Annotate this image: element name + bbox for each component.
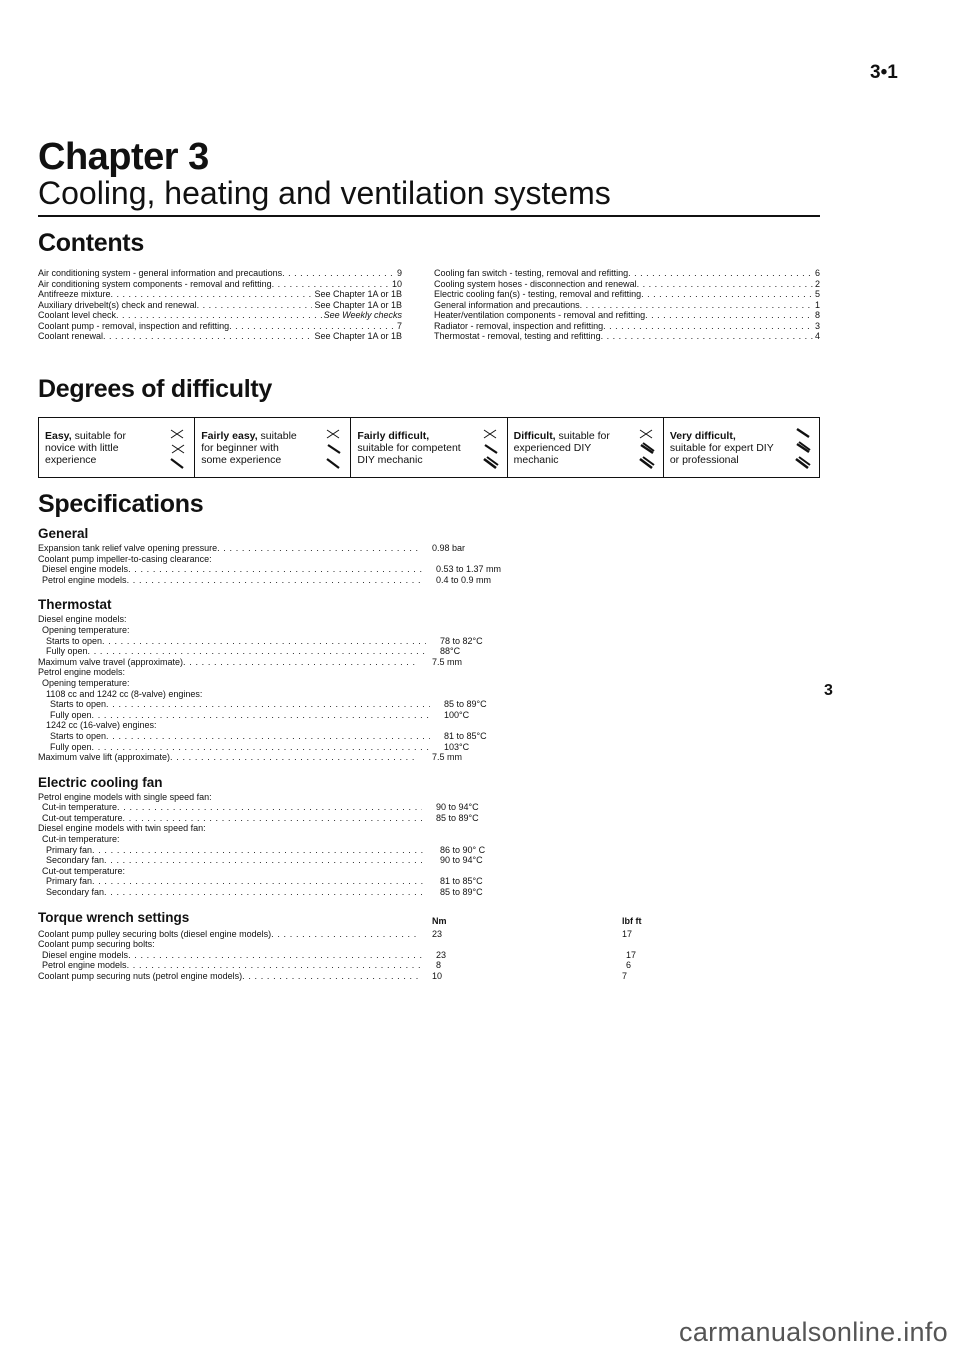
subsection-title-torque: Torque wrench settings xyxy=(38,909,190,925)
subsection-title-general: General xyxy=(38,526,89,541)
difficulty-level-3: Fairly difficult, suitable for competent DIY mechanic xyxy=(351,418,507,477)
contents-heading: Contents xyxy=(38,229,144,257)
watermark: carmanualsonline.info xyxy=(679,1317,948,1347)
spec-row: Cut-out temperature: xyxy=(42,865,126,876)
list-item[interactable]: Coolant renewal . . . See Chapter 1A or 1B xyxy=(38,331,402,342)
spec-row: Fully open . . . 88°C xyxy=(38,646,808,657)
spec-row: Petrol engine models: xyxy=(38,667,126,678)
list-item[interactable]: Air conditioning system - general information and precautions . . . 9 xyxy=(38,268,402,279)
unit-header-nm: Nm xyxy=(432,915,447,926)
unit-header-lbfft: lbf ft xyxy=(622,915,642,926)
list-item[interactable]: Antifreeze mixture . . . See Chapter 1A or 1B xyxy=(38,289,402,300)
spec-row: Cut-in temperature: xyxy=(42,834,120,845)
difficulty-level-5: Very difficult, suitable for expert DIY or professional xyxy=(664,418,819,477)
spec-row: Diesel engine models: xyxy=(38,614,127,625)
spec-row: Coolant pump securing bolts: xyxy=(38,939,155,950)
list-item[interactable]: Air conditioning system components - removal and refitting . . . 10 xyxy=(38,279,402,290)
list-item[interactable]: Electric cooling fan(s) - testing, removal and refitting . . . 5 xyxy=(434,289,820,300)
spec-row: Starts to open . . . 85 to 89°C xyxy=(38,699,808,710)
list-item[interactable]: Cooling system hoses - disconnection and renewal . . . 2 xyxy=(434,279,820,290)
spec-row: Coolant pump pulley securing bolts (diesel engine models) . . . 23 17 xyxy=(38,929,808,940)
chapter-label: Chapter 3 xyxy=(38,136,209,178)
spec-row: Petrol engine models . . . 8 6 xyxy=(38,960,808,971)
spec-row: Starts to open . . . 78 to 82°C xyxy=(38,636,808,647)
spec-row: Diesel engine models . . . 0.53 to 1.37 mm xyxy=(38,564,808,575)
list-item[interactable]: Coolant level check . . . See Weekly checks xyxy=(38,310,402,321)
spec-row: Expansion tank relief valve opening pressure . . . 0.98 bar xyxy=(38,543,808,554)
spec-row: Petrol engine models . . . 0.4 to 0.9 mm xyxy=(38,575,808,586)
spec-row: 1108 cc and 1242 cc (8-valve) engines: xyxy=(46,688,203,699)
list-item[interactable]: General information and precautions . . . 1 xyxy=(434,300,820,311)
spec-row: Fully open . . . 100°C xyxy=(38,710,808,721)
subsection-header-torque xyxy=(38,910,808,929)
chapter-title: Cooling, heating and ventilation systems xyxy=(38,175,611,211)
spec-row: Diesel engine models with twin speed fan: xyxy=(38,823,206,834)
list-item[interactable]: Coolant pump - removal, inspection and refitting . . . 7 xyxy=(38,321,402,332)
difficulty-level-2: Fairly easy, suitable for beginner with some experience xyxy=(195,418,351,477)
difficulty-level-4: Difficult, suitable for experienced DIY mechanic xyxy=(508,418,664,477)
spec-row: Primary fan . . . 81 to 85°C xyxy=(38,876,808,887)
page-number: 3•1 xyxy=(870,62,898,83)
spec-row: Cut-out temperature . . . 85 to 89°C xyxy=(38,813,808,824)
contents-list-right xyxy=(434,268,820,342)
list-item[interactable]: Auxiliary drivebelt(s) check and renewal . . . See Chapter 1A or 1B xyxy=(38,300,402,311)
spec-row: Starts to open . . . 81 to 85°C xyxy=(38,731,808,742)
spec-row: Coolant pump securing nuts (petrol engine models) . . . 10 7 xyxy=(38,971,808,982)
subsection-title-thermostat: Thermostat xyxy=(38,597,112,613)
spanner-icon xyxy=(322,424,346,472)
spec-row: Coolant pump impeller-to-casing clearance: xyxy=(38,553,212,564)
spec-row: Cut-in temperature . . . 90 to 94°C xyxy=(38,802,808,813)
spec-row: 1242 cc (16-valve) engines: xyxy=(46,720,157,731)
difficulty-level-1: Easy, suitable for novice with little experience xyxy=(39,418,195,477)
subsection-title-fan: Electric cooling fan xyxy=(38,774,163,790)
specifications-body xyxy=(38,520,808,982)
spec-row: Primary fan . . . 86 to 90° C xyxy=(38,845,808,856)
spec-row: Opening temperature: xyxy=(42,624,130,635)
spanner-icon xyxy=(635,424,659,472)
spec-row: Secondary fan . . . 85 to 89°C xyxy=(38,887,808,898)
list-item[interactable]: Radiator - removal, inspection and refitting . . . 3 xyxy=(434,321,820,332)
spec-row: Opening temperature: xyxy=(42,677,130,688)
contents-list-left xyxy=(38,268,402,342)
spanner-icon xyxy=(166,424,190,472)
spec-row: Diesel engine models . . . 23 17 xyxy=(38,950,808,961)
spanner-icon xyxy=(479,424,503,472)
list-item[interactable]: Thermostat - removal, testing and refitting . . . 4 xyxy=(434,331,820,342)
title-divider xyxy=(38,215,820,217)
spec-row: Fully open . . . 103°C xyxy=(38,742,808,753)
spanner-icon xyxy=(791,424,815,472)
difficulty-heading: Degrees of difficulty xyxy=(38,375,273,403)
specifications-heading: Specifications xyxy=(38,490,204,518)
list-item[interactable]: Cooling fan switch - testing, removal and refitting . . . 6 xyxy=(434,268,820,279)
spec-row: Maximum valve lift (approximate) . . . 7.5 mm xyxy=(38,752,808,763)
spec-row: Maximum valve travel (approximate) . . . 7.5 mm xyxy=(38,657,808,668)
chapter-side-tab: 3 xyxy=(824,682,833,699)
difficulty-table xyxy=(38,417,820,478)
list-item[interactable]: Heater/ventilation components - removal and refitting . . . 8 xyxy=(434,310,820,321)
spec-row: Petrol engine models with single speed fan: xyxy=(38,791,212,802)
spec-row: Secondary fan . . . 90 to 94°C xyxy=(38,855,808,866)
